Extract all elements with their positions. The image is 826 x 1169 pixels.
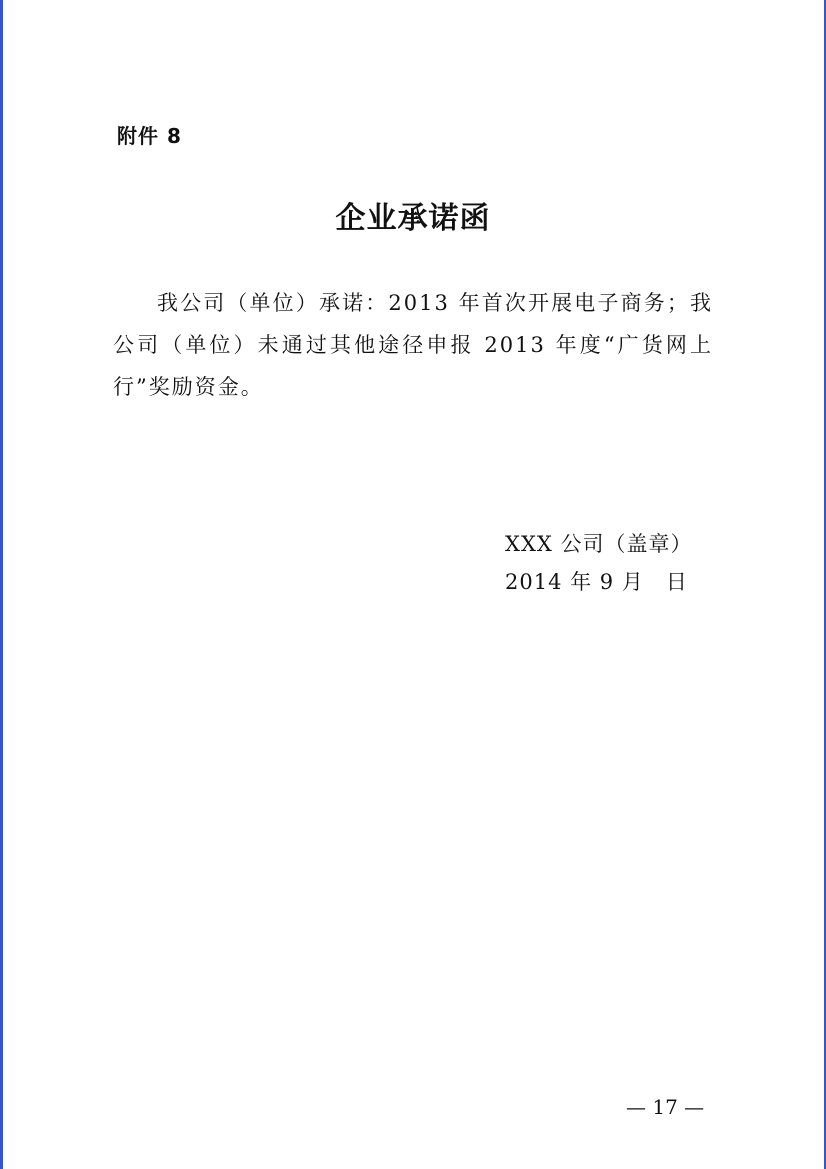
attachment-label: 附件 8 [117, 124, 182, 148]
document-title: 企业承诺函 [335, 201, 491, 236]
scan-edge-left [0, 0, 3, 1169]
signature-date: 2014 年 9 月 日 [505, 570, 688, 594]
commitment-body-text: 我公司（单位）承诺：2013 年首次开展电子商务；我公司（单位）未通过其他途径申报 2013 年度“广货网上行”奖励资金。 [113, 291, 713, 399]
page-number: — 17 — [626, 1095, 705, 1119]
signature-block [505, 525, 693, 601]
signature-company: XXX 公司（盖章） [505, 532, 693, 556]
